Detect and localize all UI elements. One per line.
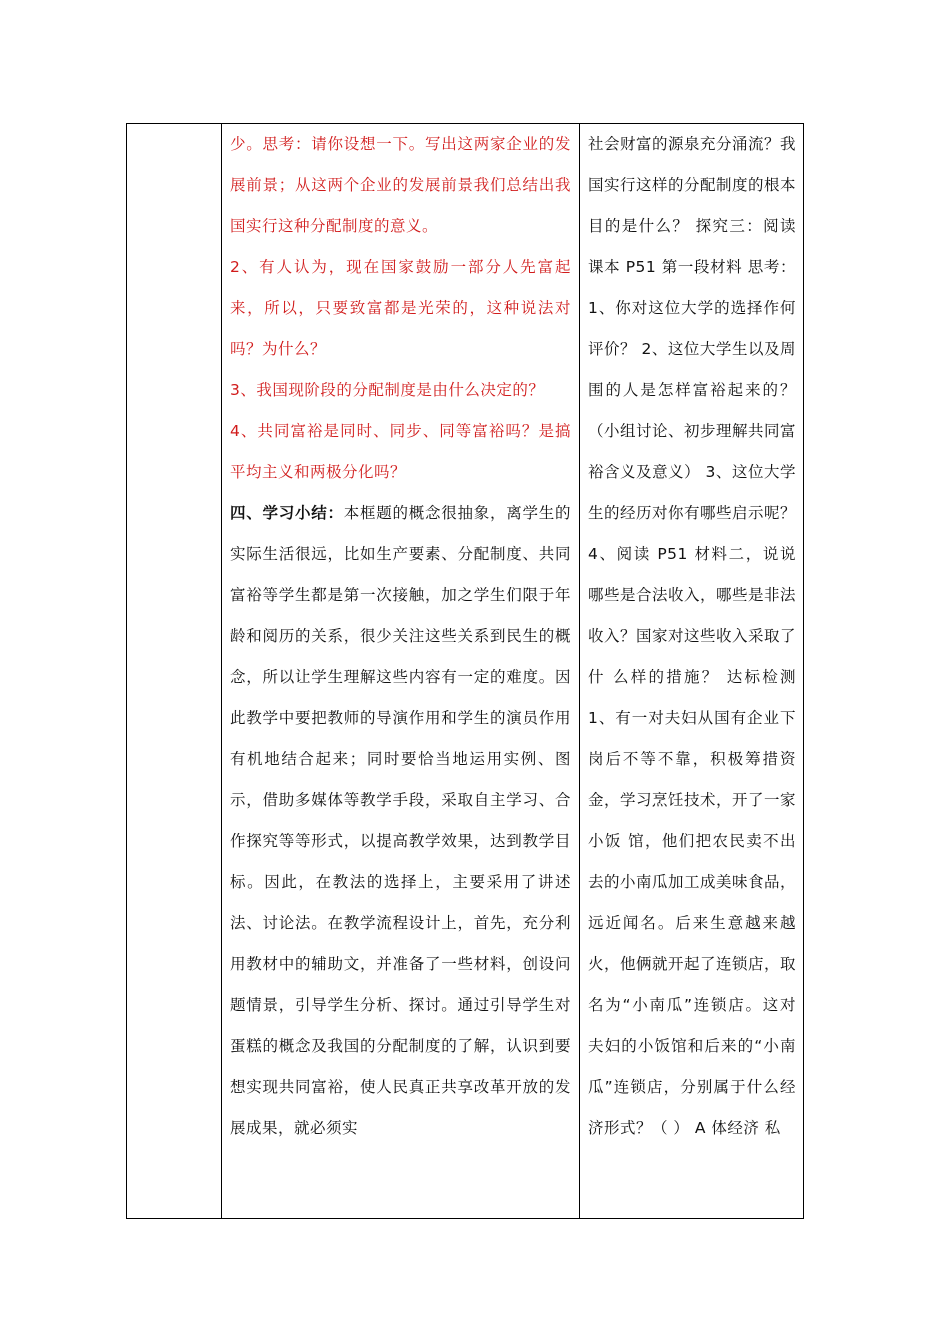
- summary-paragraph: [230, 493, 571, 1149]
- red-paragraph-2: 2、有人认为，现在国家鼓励一部分人先富起来，所以，只要致富都是光荣的，这种说法对吗？为什么？: [230, 258, 571, 358]
- red-paragraph-4: 4、共同富裕是同时、同步、同等富裕吗？是搞平均主义和两极分化吗？: [230, 422, 571, 481]
- right-column-text: 社会财富的源泉充分涌流？我国实行这样的分配制度的根本目的是什么？ 探究三：阅读课本 P51 第一段材料 思考：1、你对这位大学的选择作何评价？ 2、这位大学生以及周围的人是怎样富裕起来的？ （小组讨论、初步理解共同富裕含义及意义） 3、这位大学生的经历对你有哪些启示呢？ 4、阅读 P51 材料二，说说哪些是合法收入，哪些是非法收入？国家对这些收入采取了什 么样的措施？ 达标检测 1、有一对夫妇从国有企业下岗后不等不靠，积极筹措资金，学习烹饪技术，开了一家小饭 馆，他们把农民卖不出去的小南瓜加工成美味食品，远近闻名。后来生意越来越火，他俩就开起了连锁店，取名为“小南瓜”连锁店。这对夫妇的小饭馆和后来的“小南瓜”连锁店，分别属于什么经济形式？（ ） A 体经济 私: [588, 135, 797, 1137]
- student-activity-column: [580, 124, 804, 1149]
- red-paragraph-3: 3、我国现阶段的分配制度是由什么决定的？: [230, 381, 545, 399]
- teaching-process-column: [222, 124, 579, 1149]
- lesson-plan-table: [126, 123, 804, 1219]
- summary-heading: 四、学习小结：: [230, 504, 344, 522]
- summary-text: 本框题的概念很抽象，离学生的实际生活很远，比如生产要素、分配制度、共同富裕等学生都是第一次接触，加之学生们限于年龄和阅历的关系，很少关注这些关系到民生的概念，所以让学生理解这些内容有一定的难度。因此教学中要把教师的导演作用和学生的演员作用有机地结合起来；同时要恰当地运用实例、图示，借助多媒体等教学手段，采取自主学习、合作探究等等形式，以提高教学效果，达到教学目标。因此，在教法的选择上，主要采用了讲述法、讨论法。在教学流程设计上，首先，充分利用教材中的辅助文，并准备了一些材料，创设问题情景，引导学生分析、探讨。通过引导学生对蛋糕的概念及我国的分配制度的了解，认识到要想实现共同富裕，使人民真正共享改革开放的发展成果，就必须实: [230, 504, 571, 1137]
- red-paragraph-1: 少。思考：请你设想一下。写出这两家企业的发展前景；从这两个企业的发展前景我们总结出我国实行这种分配制度的意义。: [230, 135, 571, 235]
